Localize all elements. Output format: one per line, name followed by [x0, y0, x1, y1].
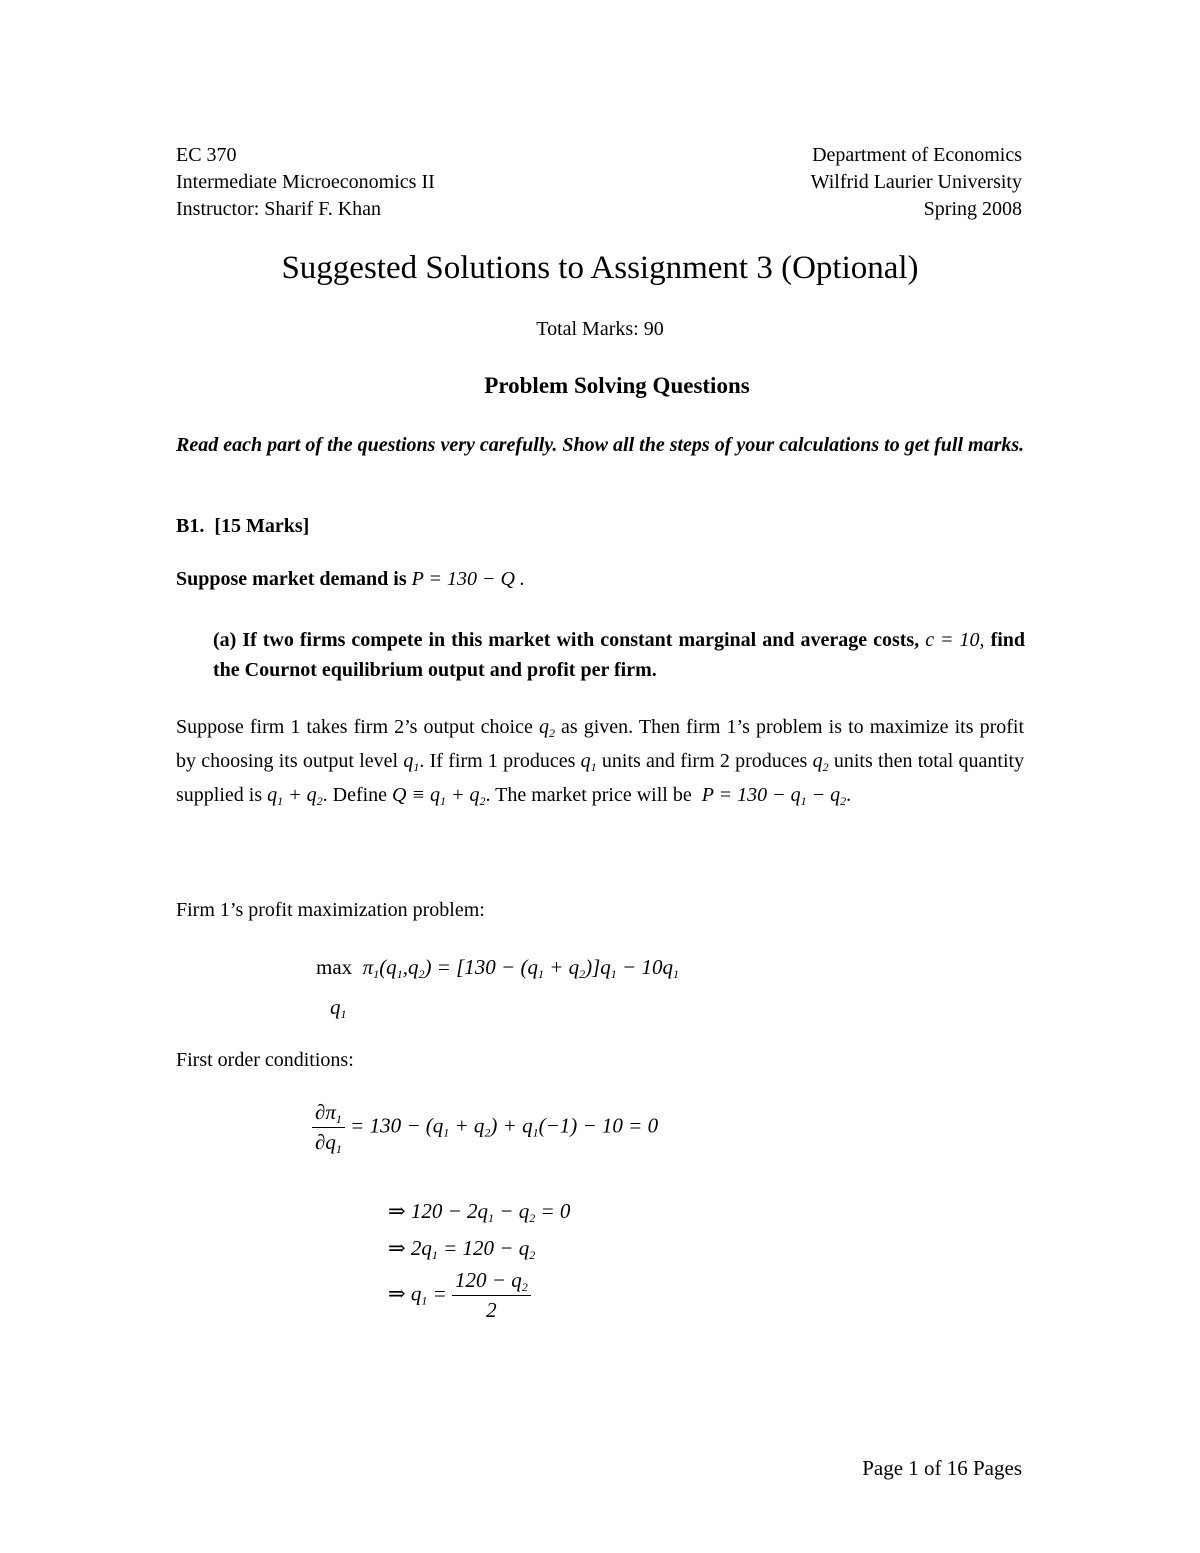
profit-equation: $\max \pi_1(q_1,q_2) = [130 - (q_1 + q_2)]q_1 - 10q_1$	[316, 955, 679, 981]
part-a-question	[213, 625, 1025, 685]
question-label	[176, 515, 309, 538]
reaction-fraction: $\frac{120 - q_2}{2}$	[452, 1268, 531, 1323]
para-text: . If firm 1 produces	[419, 750, 576, 772]
page-footer: Page 1 of 16 Pages	[862, 1456, 1022, 1480]
para-text: . The market price will be	[485, 784, 692, 806]
part-a-cost: c = 10,	[925, 629, 985, 651]
course-code: EC 370	[176, 144, 237, 166]
demand-statement	[176, 568, 525, 591]
page-title: Suggested Solutions to Assignment 3 (Optional)	[281, 250, 919, 286]
math-q1: $q_1$	[580, 750, 597, 774]
demand-equation: P = 130 − Q .	[411, 568, 525, 590]
question-marks: [15 Marks]	[214, 515, 310, 537]
question-number: B1.	[176, 515, 205, 537]
math-q2: $q_2$	[538, 716, 555, 740]
partial-derivative: $\frac{\partial\pi_1}{\partial q_1}$	[312, 1100, 345, 1155]
header-right	[811, 142, 1022, 223]
foc-step-1: ⇒ $120 - 2q_1 - q_2 = 0$	[388, 1199, 571, 1225]
demand-text: Suppose market demand is	[176, 568, 407, 590]
total-marks: Total Marks: 90	[536, 318, 664, 340]
term: Spring 2008	[923, 198, 1022, 220]
para-text: .	[846, 784, 852, 806]
instructions: Read each part of the questions very carefully. Show all the steps of your calculations to get full marks.	[176, 434, 1025, 456]
foc-step-3: ⇒ $q_1$ = $\frac{120 - q_2}{2}$	[388, 1268, 531, 1323]
math-price: $P = 130 - q_1 - q_2$	[701, 784, 847, 808]
math-q2: $q_2$	[812, 750, 829, 774]
foc-label: First order conditions:	[176, 1049, 354, 1071]
part-a-label: (a)	[213, 629, 237, 651]
para-text: units then total quantity supplied is	[176, 750, 1025, 806]
profit-label: Firm 1’s profit maximization problem:	[176, 899, 485, 921]
math-q1: $q_1$	[403, 750, 420, 774]
math-define-q: $Q \equiv q_1 + q_2$	[392, 784, 486, 808]
para-text: units and firm 2 produces	[601, 750, 808, 772]
part-a-text-2: find the Cournot equilibrium output and profit per firm.	[213, 629, 1026, 681]
explanation-paragraph	[176, 710, 1024, 812]
foc-step-2: ⇒ $2q_1 = 120 - q_2$	[388, 1236, 536, 1262]
header-left	[176, 142, 435, 223]
para-text: . Define	[322, 784, 388, 806]
instructor: Instructor: Sharif F. Khan	[176, 198, 382, 220]
part-a-text-1: If two firms compete in this market with constant marginal and average costs,	[242, 629, 920, 651]
para-text: Suppose firm 1 takes firm 2’s output choice	[176, 716, 533, 738]
department: Department of Economics	[812, 144, 1022, 166]
max-subscript: $q_1$	[330, 995, 347, 1021]
para-text: as given. Then firm 1’s problem is to maximize its profit by choosing its output level	[176, 716, 1025, 772]
section-title: Problem Solving Questions	[484, 373, 750, 398]
university: Wilfrid Laurier University	[810, 171, 1022, 193]
course-name: Intermediate Microeconomics II	[176, 171, 435, 193]
foc-equation: $\frac{\partial\pi_1}{\partial q_1}$ = $130 - (q_1 + q_2) + q_1(-1) - 10 = 0$	[312, 1100, 658, 1155]
math-sum: $q_1 + q_2$	[267, 784, 323, 808]
